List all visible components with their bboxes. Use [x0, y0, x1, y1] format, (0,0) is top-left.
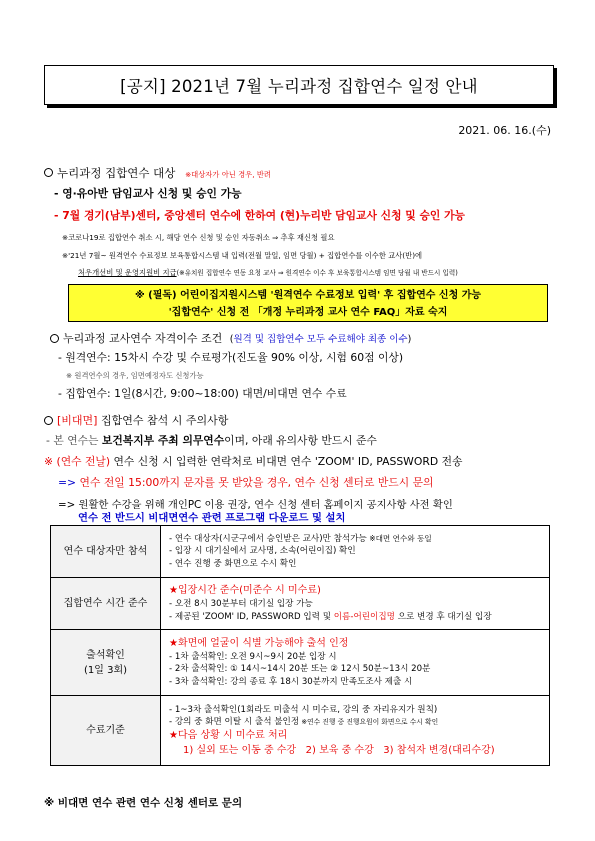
section1-line2: - 7월 경기(남부)센터, 중앙센터 연수에 한하여 (현)누리반 담임교사 신청 및 승인 가능 — [54, 209, 465, 222]
section1-note2a: ※'21년 7월~ 원격연수 수료정보 보육통합시스템 내 입력(전월 말일, 임면 당월) + 집합연수를 이수한 교사(반)에 — [62, 251, 423, 260]
table-row — [51, 526, 550, 578]
document-date: 2021. 06. 16.(수) — [458, 124, 551, 137]
row-label: 연수 대상자만 참석 — [51, 526, 161, 578]
circle-bullet-icon — [44, 168, 53, 177]
table-row — [51, 696, 550, 766]
info-table — [50, 525, 550, 766]
row-content: - 연수 대상자(시군구에서 승인받은 교사)만 참석가능 ※대면 연수와 동일 - 입장 시 대기실에서 교사명, 소속(어린이집) 확인 - 연수 진행 중 화면으로 수시 확인 — [161, 526, 550, 578]
section3-heading: [비대면] 집합연수 참석 시 주의사항 — [44, 412, 228, 428]
notice-line2: '집합연수' 신청 전 「개정 누리과정 교사 연수 FAQ」자료 숙지 — [168, 307, 448, 318]
section3-line2: ※ (연수 전날) 연수 신청 시 입력한 연락처로 비대면 연수 'ZOOM' ID, PASSWORD 전송 — [44, 455, 463, 468]
row-label: 출석확인 (1일 3회) — [51, 630, 161, 696]
section3-line4: => 원활한 수강을 위해 개인PC 이용 권장, 연수 신청 센터 홈페이지 공지사항 사전 확인 — [58, 499, 453, 511]
row-label: 수료기준 — [51, 696, 161, 766]
row-content: ★화면에 얼굴이 식별 가능해야 출석 인정 - 1차 출석확인: 오전 9시~9시 20분 입장 시 - 2차 출석확인: ① 14시~14시 20분 또는 ② 12시 50분~13시 20분 - 3차 출석확인: 강의 종료 후 18시 30분까지 만족도조사 제출 시 — [161, 630, 550, 696]
section2-heading: 누리과정 교사연수 자격이수 조건 (원격 및 집합연수 모두 수료해야 최종 이수) — [50, 330, 411, 346]
section2-line1-note: ※ 원격연수의 경우, 임면예정자도 신청가능 — [66, 371, 204, 380]
circle-bullet-icon — [50, 334, 59, 343]
section1-note2c: (※유치원 집합연수 연동 요청 교사 ⇒ 원격연수 이수 후 보육통합시스템 임면 당월 내 반드시 입력) — [176, 269, 458, 277]
section2-line1: - 원격연수: 15차시 수강 및 수료평가(진도율 90% 이상, 시험 60점 이상) — [58, 351, 404, 364]
circle-bullet-icon — [44, 416, 53, 425]
section2-heading-note-close: ) — [407, 334, 412, 345]
section1-heading: 누리과정 집합연수 대상 ※대상자가 아닌 경우, 반려 — [44, 165, 271, 181]
footer-note: ※ 비대면 연수 관련 연수 신청 센터로 문의 — [44, 797, 243, 809]
section1-note2 — [78, 267, 458, 278]
section3-line5: 연수 전 반드시 비대면연수 관련 프로그램 다운로드 및 설치 — [78, 512, 346, 524]
section2-line2: - 집합연수: 1일(8시간, 9:00~18:00) 대면/비대면 연수 수료 — [58, 387, 347, 400]
section3-heading-tag: [비대면] — [57, 414, 98, 427]
page-title: [공지] 2021년 7월 누리과정 집합연수 일정 안내 — [44, 65, 554, 105]
notice-line1: ※ (필독) 어린이집지원시스템 '원격연수 수료정보 입력' 후 집합연수 신청 가능 — [134, 290, 482, 301]
section3-line1: - 본 연수는 보건복지부 주최 의무연수이며, 아래 유의사항 반드시 준수 — [46, 434, 377, 447]
section1-note1: ※코로나19로 집합연수 취소 시, 해당 연수 신청 및 승인 자동취소 ⇒ 추후 재신청 필요 — [62, 233, 335, 242]
section1-heading-note: ※대상자가 아닌 경우, 반려 — [185, 170, 271, 179]
section2-heading-note-open: ( — [229, 334, 234, 345]
section2-heading-note: 원격 및 집합연수 모두 수료해야 최종 이수 — [233, 334, 408, 345]
row-content: - 1~3차 출석확인(1회라도 미출석 시 미수료, 강의 중 자리유지가 원칙) - 강의 중 화면 이탈 시 출석 불인정 ※연수 진행 중 진행요원이 화면으로 수시 확인 ★다음 상황 시 미수료 처리 1) 실외 또는 이동 중 수강 2) 보육 중 수강 3) 참석자 변경(대리수강) — [161, 696, 550, 766]
notice-box — [68, 284, 548, 322]
section3-line3: => 연수 전일 15:00까지 문자를 못 받았을 경우, 연수 신청 센터로 반드시 문의 — [58, 476, 434, 489]
table-row — [51, 578, 550, 630]
section1-line1: - 영·유아반 담임교사 신청 및 승인 가능 — [54, 187, 242, 200]
row-content: ★입장시간 준수(미준수 시 미수료) - 오전 8시 30분부터 대기실 입장 가능 - 제공된 'ZOOM' ID, PASSWORD 입력 및 이름-어린이집명 으로 변경 후 대기실 입장 — [161, 578, 550, 630]
section1-note2b: 처우개선비 및 운영지원비 지급 — [78, 268, 177, 277]
row-label: 집합연수 시간 준수 — [51, 578, 161, 630]
table-row — [51, 630, 550, 696]
